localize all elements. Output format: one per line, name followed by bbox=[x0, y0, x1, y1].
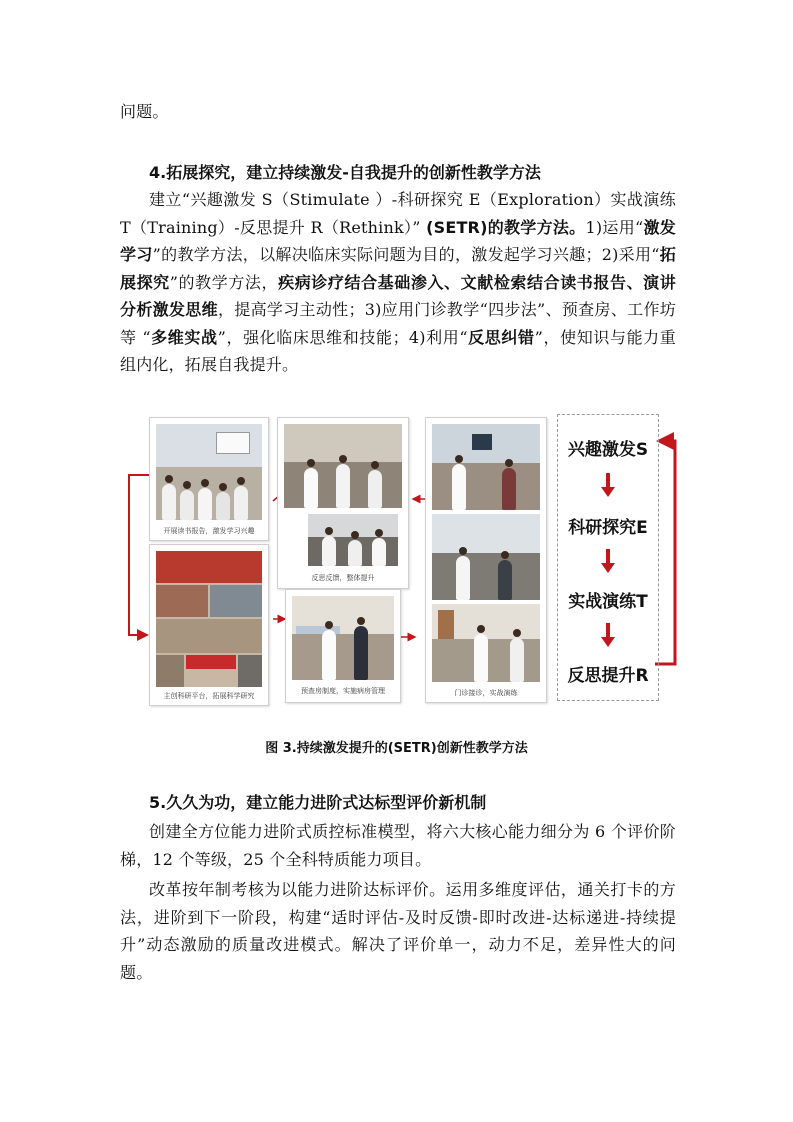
photo-research bbox=[156, 551, 262, 687]
p-bold: (SETR)的教学方法。 bbox=[426, 217, 586, 237]
p-text: ”，使知识与能力重组内化，拓展自我提升。 bbox=[120, 327, 677, 374]
photo-reading bbox=[156, 424, 262, 520]
top-fragment: 问题。 bbox=[120, 102, 169, 121]
photo-reflect-1 bbox=[284, 424, 402, 508]
panel-clinic bbox=[425, 417, 547, 703]
panel-reflect bbox=[277, 417, 409, 589]
panel-reading bbox=[149, 417, 269, 541]
setr-flow bbox=[557, 414, 659, 701]
label-clinic: 门诊接诊，实战演练 bbox=[454, 689, 518, 697]
section5-paragraph-1: 创建全方位能力进阶式质控标准模型，将六大核心能力细分为 6 个评价阶梯，12 个等级，25 个全科特质能力项目。 bbox=[120, 822, 676, 869]
setr-figure bbox=[125, 409, 690, 709]
figure-caption: 图 3.持续激发提升的(SETR)创新性教学方法 bbox=[265, 741, 528, 756]
down-arrow-icon bbox=[601, 473, 615, 497]
photo-reflect-2 bbox=[308, 514, 398, 566]
section5-heading: 5.久久为功，建立能力进阶式达标型评价新机制 bbox=[149, 793, 487, 812]
down-arrow-icon bbox=[601, 549, 615, 573]
panel-ward bbox=[285, 589, 401, 703]
stage-training: 实战演练T bbox=[568, 592, 648, 612]
p-bold: 反思纠错 bbox=[467, 327, 535, 347]
p-bold: 疾病诊疗结合基础渗入、文献检索结合读书报告、演讲分析激发思维 bbox=[120, 272, 676, 319]
stage-rethink: 反思提升R bbox=[567, 666, 649, 686]
stage-stimulate: 兴趣激发S bbox=[567, 440, 649, 460]
section5-paragraph-2: 改革按年制考核为以能力进阶达标评价。运用多维度评估，通关打卡的方法，进阶到下一阶段，构建“适时评估-及时反馈-即时改进-达标递进-持续提升”动态激励的质量改进模式。解决了评价单一，动力不足，差异性大的问题。 bbox=[120, 880, 676, 982]
p-bold: 多维实战 bbox=[150, 327, 218, 347]
p-text: 建立“兴趣激发 S（Stimulate ）-科研探究 E（Exploration）实战演练 T（Training）-反思提升 R（Rethink）” bbox=[120, 190, 676, 237]
panel-research bbox=[149, 544, 269, 706]
photo-clinic-1 bbox=[432, 424, 540, 510]
label-research: 主创科研平台，拓展科学研究 bbox=[163, 692, 255, 700]
photo-ward bbox=[292, 596, 394, 680]
photo-clinic-2 bbox=[432, 514, 540, 600]
label-ward: 预查房制度，实施病房管理 bbox=[301, 687, 385, 695]
p-text: ，提高学习主动性；3)应用门诊教学“四步法”、预查房、工作坊等 “ bbox=[120, 300, 676, 347]
down-arrow-icon bbox=[601, 623, 615, 647]
p-text: ”，强化临床思维和技能；4)利用“ bbox=[217, 327, 468, 347]
p-text: 1)运用“ bbox=[585, 217, 644, 237]
label-reading: 开展读书报告，激发学习兴趣 bbox=[163, 527, 255, 535]
photo-clinic-3 bbox=[432, 604, 540, 682]
p-text: ”的教学方法， bbox=[169, 272, 279, 292]
section4-heading: 4.拓展探究，建立持续激发-自我提升的创新性教学方法 bbox=[149, 163, 541, 182]
label-reflect: 反思反馈，整体提升 bbox=[311, 574, 375, 582]
stage-exploration: 科研探究E bbox=[568, 518, 648, 538]
p-bold: 拓展探究 bbox=[120, 245, 677, 292]
p-text: ”的教学方法，以解决临床实际问题为目的，激发起学习兴趣；2)采用“ bbox=[152, 245, 660, 264]
section4-paragraph bbox=[120, 186, 676, 379]
p-bold: 激发学习 bbox=[120, 217, 676, 264]
